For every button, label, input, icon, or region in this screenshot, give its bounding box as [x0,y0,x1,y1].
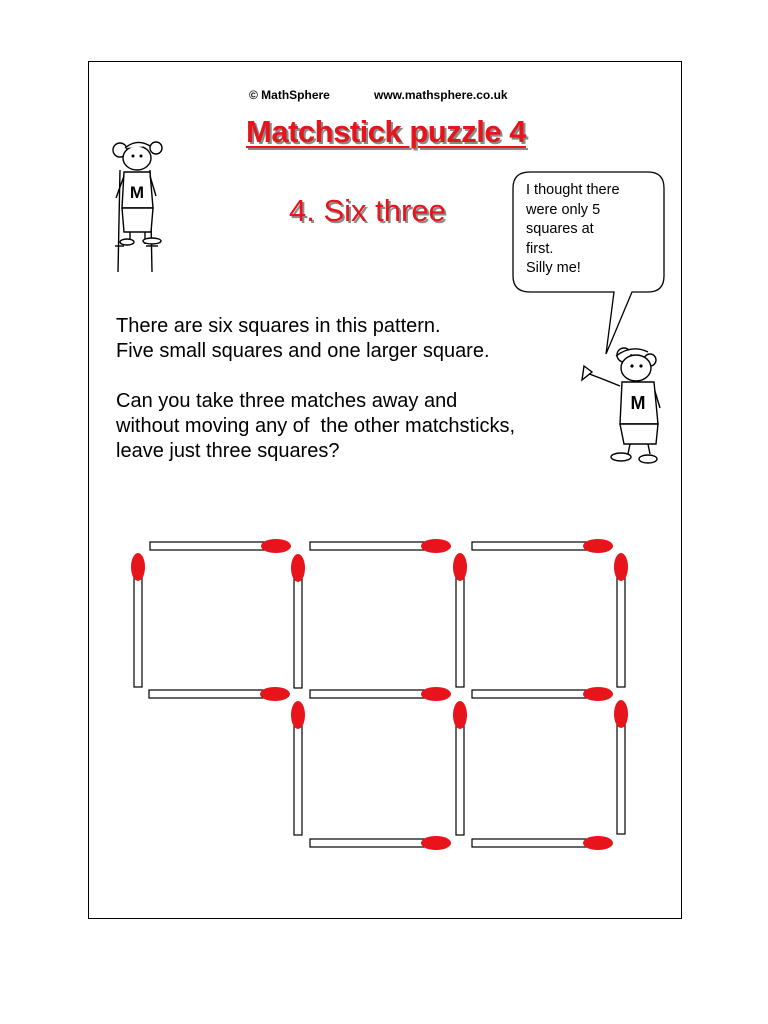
matchstick[interactable] [310,836,451,850]
matchstick[interactable] [614,553,628,687]
question-line: without moving any of the other matchsticks, [116,415,516,437]
bubble-line: squares at [526,221,594,237]
website-link[interactable]: www.mathsphere.co.uk [374,88,508,102]
matchstick[interactable] [472,836,613,850]
question-line: leave just three squares? [116,440,340,462]
matchstick[interactable] [149,687,290,701]
description-line: Five small squares and one larger square. [116,340,490,362]
bubble-line: Silly me! [526,260,581,276]
matchstick[interactable] [310,539,451,553]
matchstick[interactable] [453,701,467,835]
page-title: Matchstick puzzle 4 [246,114,526,149]
copyright-text: © MathSphere [249,88,330,102]
question-line: Can you take three matches away and [116,390,458,412]
matchstick[interactable] [310,687,451,701]
matchstick[interactable] [472,539,613,553]
matchstick[interactable] [614,700,628,834]
description-line: There are six squares in this pattern. [116,315,441,337]
matchstick[interactable] [131,553,145,687]
matchstick[interactable] [291,554,305,688]
mascot-shirt-letter: M [129,183,145,202]
matchstick[interactable] [472,687,613,701]
bubble-line: first. [526,240,554,257]
matchstick[interactable] [150,539,291,553]
bubble-line: I thought there [526,182,620,198]
mascot-shirt-letter: M [630,393,646,413]
matchstick[interactable] [453,553,467,687]
matchstick[interactable] [291,701,305,835]
bubble-line: were only 5 [526,201,601,218]
puzzle-subtitle: 4. Six three [289,193,446,228]
